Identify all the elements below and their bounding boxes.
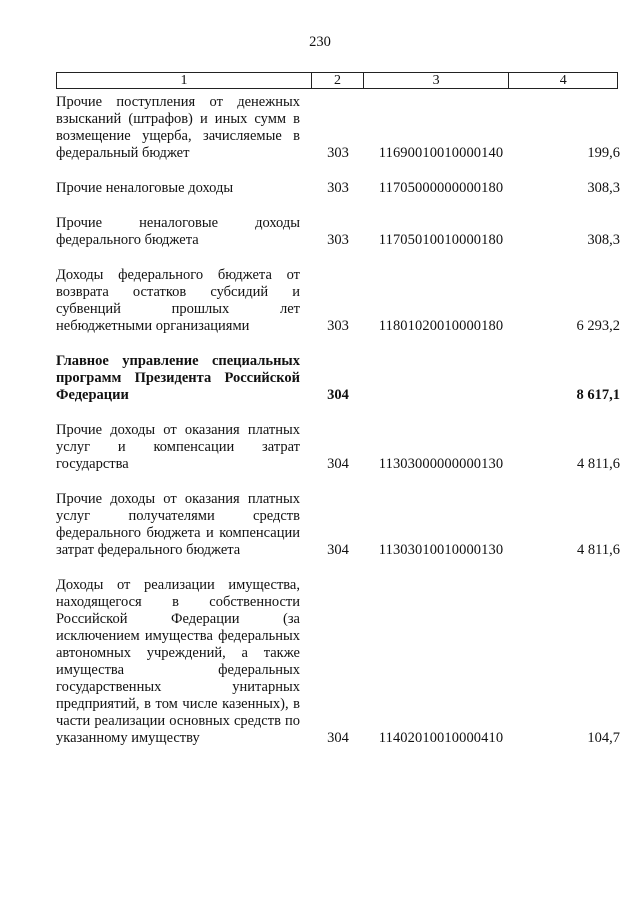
row-amount: 308,3 [587, 180, 620, 196]
row-kbk: 11690010010000140 [378, 145, 504, 161]
row-name: Прочие неналоговые доходы [56, 180, 234, 196]
table-row [56, 577, 620, 747]
row-amount: 308,3 [587, 232, 620, 248]
row-amount: 8 617,1 [576, 387, 620, 403]
row-name: Прочие доходы от оказания платных услуг и компенсации затрат государства [56, 422, 300, 472]
header-col-2: 2 [312, 73, 364, 88]
row-code: 304 [327, 730, 349, 746]
row-name: Доходы федерального бюджета от возврата остатков субсидий и субвенций прошлых лет небюджетными организациями [56, 267, 300, 334]
row-name: Прочие поступления от денежных взысканий (штрафов) и иных сумм в возмещение ущерба, зачисляемые в федеральный бюджет [56, 94, 300, 161]
row-code: 303 [327, 180, 349, 196]
table-header [56, 72, 618, 89]
row-code: 303 [327, 318, 349, 334]
row-kbk: 11402010010000410 [378, 730, 504, 746]
header-col-4: 4 [559, 73, 567, 88]
table-row [56, 267, 620, 335]
row-amount: 104,7 [587, 730, 620, 746]
table-body [56, 94, 620, 765]
row-kbk: 11303010010000130 [378, 542, 504, 558]
header-col-1: 1 [57, 73, 312, 88]
row-kbk: 11705000000000180 [378, 180, 504, 196]
table-row [56, 491, 620, 559]
table-row [56, 422, 620, 473]
row-code: 304 [327, 542, 349, 558]
row-kbk: 11303000000000130 [378, 456, 504, 472]
row-name: Главное управление специальных программ Президента Российской Федерации [56, 353, 300, 403]
row-code: 303 [327, 232, 349, 248]
table-row-section [56, 353, 620, 404]
row-amount: 4 811,6 [577, 542, 620, 558]
row-amount: 4 811,6 [577, 456, 620, 472]
page-number: 230 [309, 34, 331, 50]
row-name: Доходы от реализации имущества, находящегося в собственности Российской Федерации (за исключением имущества федеральных автономных учреждений, а также имущества федеральных государственных унитарных предприятий, в том числе казенных), в части реализации основных средств по указанному имуществу [56, 577, 300, 746]
table-row [56, 180, 620, 197]
row-name: Прочие неналоговые доходы федерального бюджета [56, 215, 300, 248]
row-name: Прочие доходы от оказания платных услуг получателями средств федерального бюджета и компенсации затрат федерального бюджета [56, 491, 300, 558]
table-row [56, 215, 620, 249]
row-code: 303 [327, 145, 349, 161]
row-kbk: 11705010010000180 [378, 232, 504, 248]
row-amount: 199,6 [587, 145, 620, 161]
row-amount: 6 293,2 [576, 318, 620, 334]
row-code: 304 [327, 456, 349, 472]
header-col-3: 3 [364, 73, 509, 88]
row-code: 304 [327, 387, 349, 403]
table-row [56, 94, 620, 162]
row-kbk: 11801020010000180 [378, 318, 504, 334]
